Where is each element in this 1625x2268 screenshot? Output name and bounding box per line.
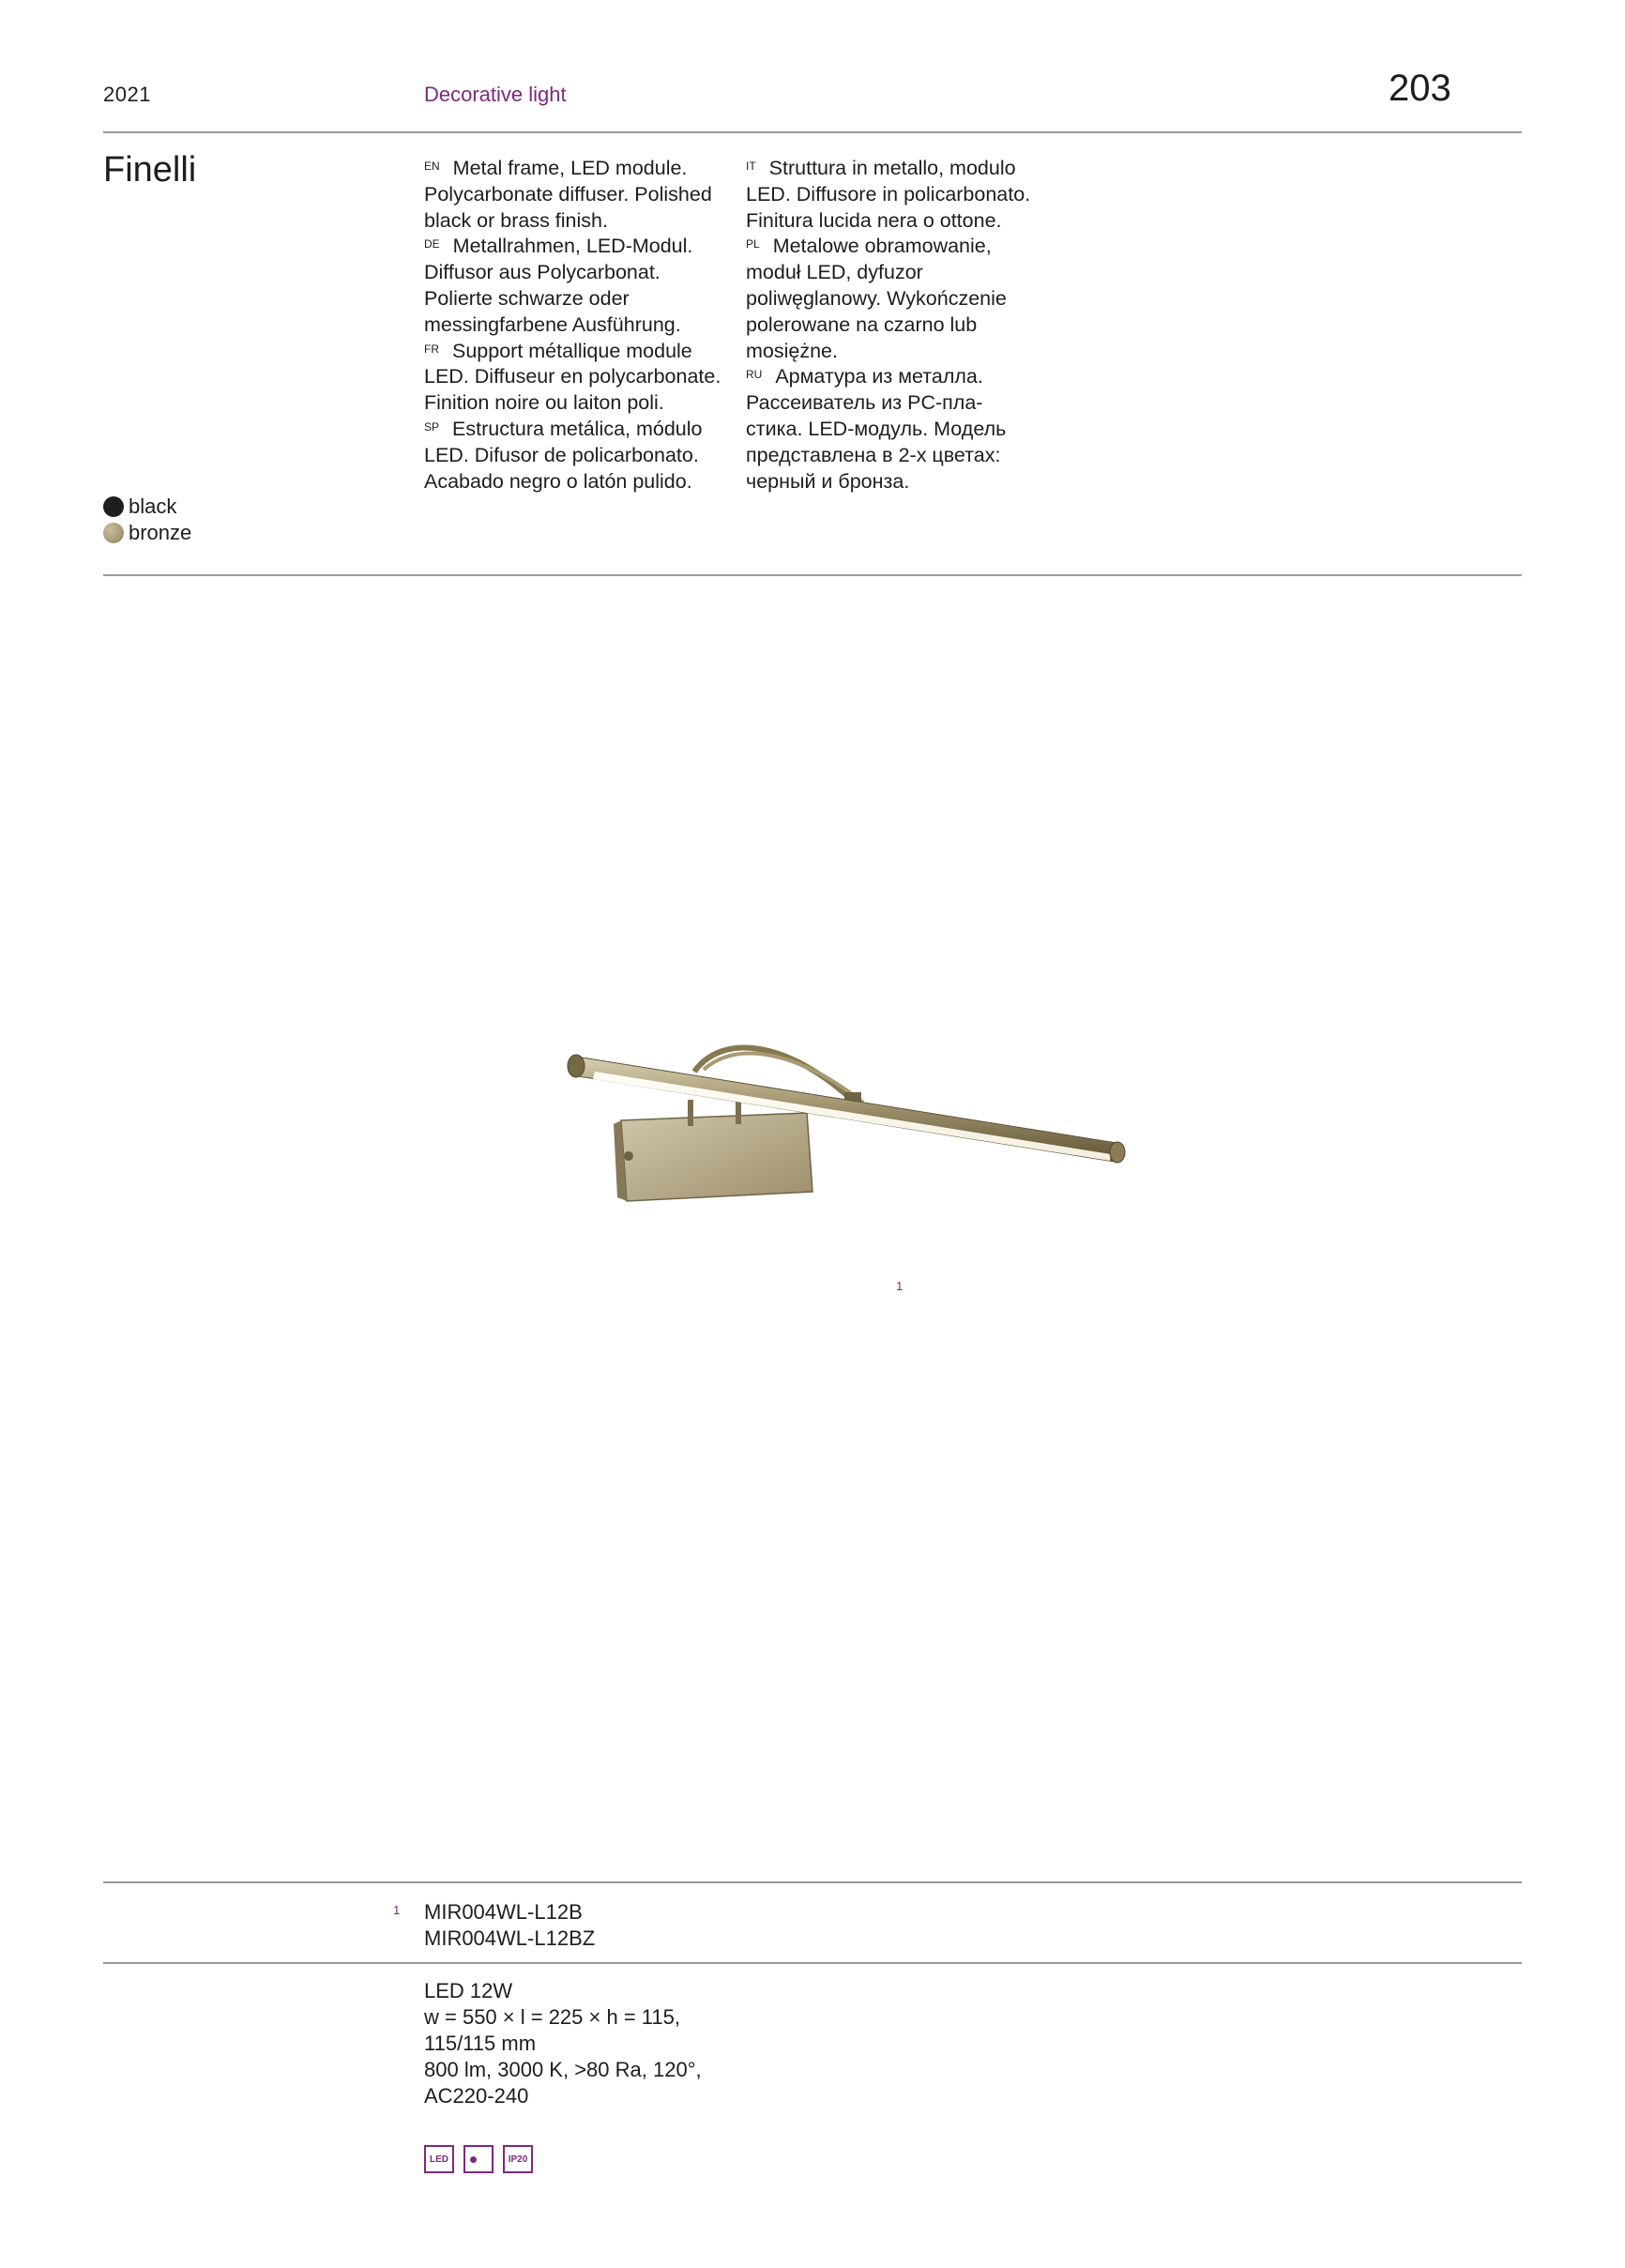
spec-index: 1 xyxy=(393,1903,401,1917)
protection-class-icon xyxy=(463,2145,494,2173)
technical-specs xyxy=(424,1978,702,2109)
title-divider xyxy=(103,574,1522,576)
spec-line: 115/115 mm xyxy=(424,2032,537,2055)
spec-middle-divider xyxy=(103,1962,1522,1964)
header-divider xyxy=(103,131,1522,133)
description-column-2 xyxy=(746,156,1032,495)
finish-black: black xyxy=(103,494,191,520)
section-title: Decorative light xyxy=(424,83,567,106)
description-en: $^{EN}$ Metal frame, LED module. Polycarbonate diffuser. Polished black or brass finish. xyxy=(424,157,712,232)
spec-line: 800 lm, 3000 K, >80 Ra, 120°, xyxy=(424,2058,702,2081)
led-icon: LED xyxy=(424,2145,454,2173)
spec-line: w = 550 × l = 225 × h = 115, xyxy=(424,2005,680,2029)
description-column-1 xyxy=(424,156,724,495)
description-pl: $^{PL}$ Metalowe obramowanie, moduł LED, dyfuzor poliwęglanowy. Wykończenie polerowane na czarno lub mosiężne. xyxy=(746,235,1007,362)
description-it: $^{IT}$ Struttura in metallo, modulo LED. Diffusore in policarbonato. Finitura lucida nera o ottone. xyxy=(746,157,1031,232)
catalog-year: 2021 xyxy=(103,83,151,106)
ip-rating-icon: IP20 xyxy=(503,2145,533,2173)
article-code: MIR004WL-L12BZ xyxy=(424,1926,596,1950)
spec-top-divider xyxy=(103,1881,1522,1883)
image-index: 1 xyxy=(896,1279,904,1293)
article-code: MIR004WL-L12B xyxy=(424,1900,583,1924)
description-de: $^{DE}$ Metallrahmen, LED-Modul. Diffusor aus Polycarbonat. Polierte schwarze oder messingfarbene Ausführung. xyxy=(424,235,693,336)
spec-line: LED 12W xyxy=(424,1979,513,2002)
spec-line: AC220-240 xyxy=(424,2084,529,2108)
spec-badges xyxy=(424,2145,533,2173)
color-swatch-black xyxy=(103,496,124,517)
finish-list xyxy=(103,494,191,546)
article-codes xyxy=(424,1899,595,1952)
description-sp: $^{SP}$ Estructura metálica, módulo LED. Difusor de policarbonato. Acabado negro o latón pulido. xyxy=(424,417,703,493)
product-title: Finelli xyxy=(103,150,197,190)
description-ru: $^{RU}$ Арматура из металла. Рассеиватель из PC-пла-стика. LED-модуль. Модель представлена в 2-х цветах: черный и бронза. xyxy=(746,365,1007,493)
color-swatch-bronze xyxy=(103,523,124,543)
description-fr: $^{FR}$ Support métallique module LED. Diffuseur en polycarbonate. Finition noire ou laiton poli. xyxy=(424,339,721,415)
page-number: 203 xyxy=(1389,68,1451,109)
picture-lamp-image xyxy=(563,1013,1163,1239)
finish-bronze: bronze xyxy=(103,520,191,546)
